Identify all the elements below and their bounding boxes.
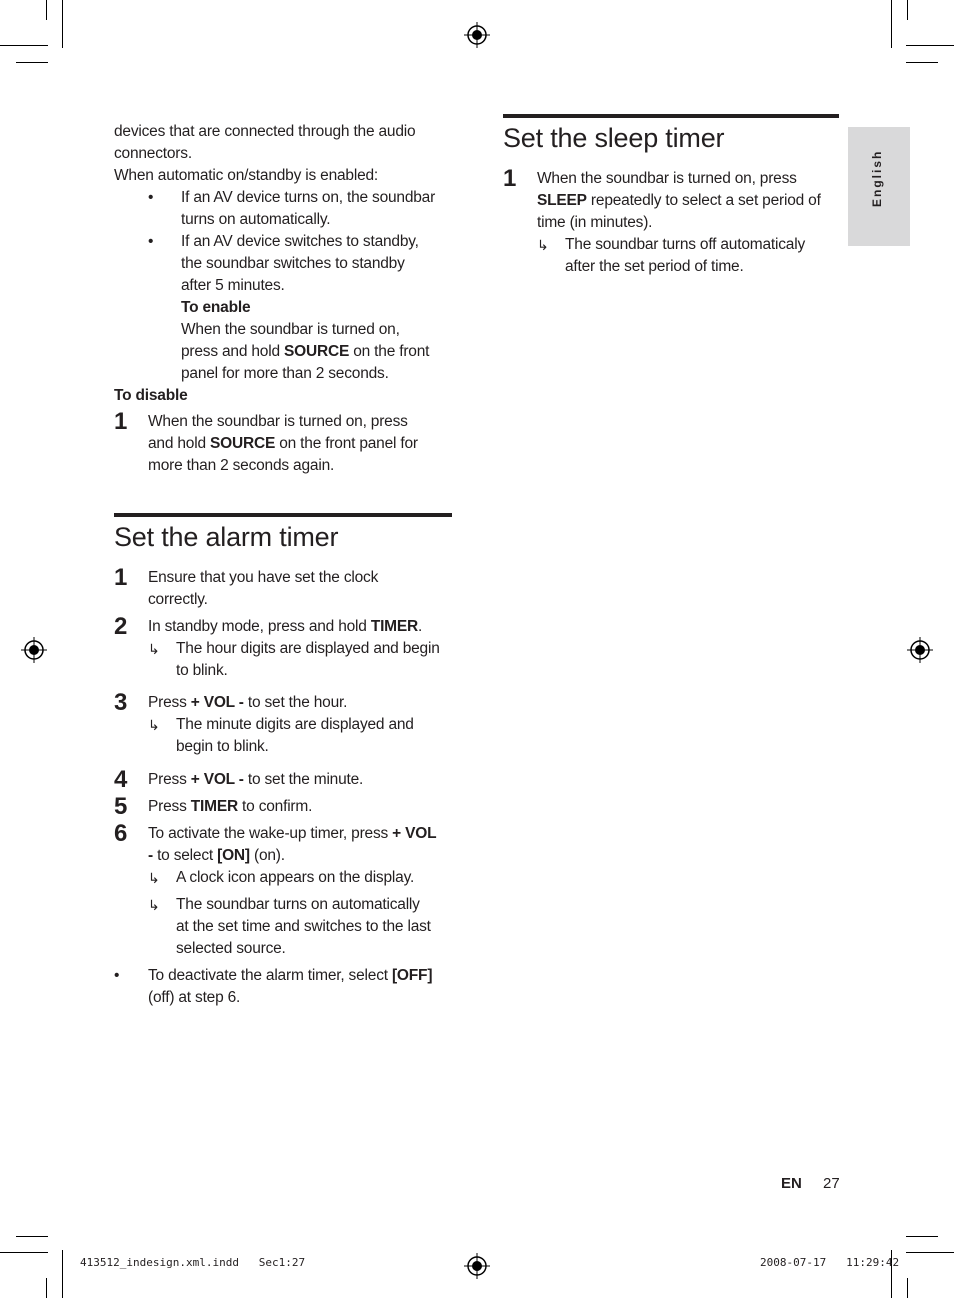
registration-mark-icon <box>907 637 933 663</box>
step-item: 3 Press + VOL - to set the hour. <box>114 689 348 716</box>
result-item: ↳ The minute digits are displayed and begin to blink. <box>148 716 414 755</box>
section-title: Set the alarm timer <box>114 522 339 552</box>
step-item: 1 When the soundbar is turned on, press SLEEP repeatedly to select a set period of time (in minutes). <box>503 165 821 231</box>
crop-mark <box>46 1278 47 1298</box>
step-number: 6 <box>114 820 128 847</box>
registration-mark-icon <box>464 1253 490 1279</box>
result-item: ↳ The soundbar turns on automatically at the set time and switches to the last selected source. <box>148 896 431 957</box>
crop-mark <box>0 45 48 46</box>
crop-mark <box>62 0 63 48</box>
crop-mark <box>906 1252 954 1253</box>
bullet-icon: • <box>148 233 154 250</box>
step-item: 4 Press + VOL - to set the minute. <box>114 766 364 793</box>
intro-text: When automatic on/standby is enabled: <box>114 167 379 184</box>
step-number: 1 <box>503 165 517 192</box>
right-column <box>503 114 839 278</box>
disable-heading: To disable <box>114 387 188 404</box>
result-arrow-icon: ↳ <box>148 717 160 733</box>
step-item: 5 Press TIMER to confirm. <box>114 793 313 820</box>
crop-mark <box>62 1250 63 1298</box>
step-item: 6 To activate the wake-up timer, press + VOL - to select [ON] (on). <box>114 820 437 864</box>
crop-mark <box>906 1236 938 1237</box>
slug-timestamp: 2008-07-17 11:29:42 <box>760 1256 900 1269</box>
bullet-icon: • <box>114 967 120 984</box>
intro-text: devices that are connected through the audio <box>114 123 416 140</box>
crop-mark <box>16 1236 48 1237</box>
step-number: 5 <box>114 793 128 820</box>
step-number: 4 <box>114 766 128 793</box>
step-number: 3 <box>114 689 128 716</box>
result-item: ↳ The soundbar turns off automaticaly after the set period of time. <box>537 236 805 275</box>
enable-heading: To enable <box>181 299 251 316</box>
list-item: • If an AV device turns on, the soundbar turns on automatically. <box>148 189 436 228</box>
footer-language: EN <box>781 1175 802 1192</box>
crop-mark <box>907 1278 908 1298</box>
intro-text: connectors. <box>114 145 192 162</box>
bullet-icon: • <box>148 189 154 206</box>
step-number: 1 <box>114 564 128 591</box>
list-item: • To deactivate the alarm timer, select [OFF] (off) at step 6. <box>114 967 433 1006</box>
crop-mark <box>891 0 892 48</box>
registration-mark-icon <box>464 22 490 48</box>
step-number: 2 <box>114 613 128 640</box>
result-item: ↳ The hour digits are displayed and begin to blink. <box>148 640 440 679</box>
slug-file-info: 413512_indesign.xml.indd Sec1:27 <box>80 1256 306 1269</box>
crop-mark <box>906 62 938 63</box>
registration-mark-icon <box>21 637 47 663</box>
page-number: 27 <box>823 1175 840 1192</box>
crop-mark <box>16 62 48 63</box>
step-item: 1 When the soundbar is turned on, press and hold SOURCE on the front panel for more than 2 seconds again. <box>114 408 418 474</box>
section-title: Set the sleep timer <box>503 123 725 153</box>
step-item: 2 In standby mode, press and hold TIMER. <box>114 613 423 640</box>
left-column <box>114 121 452 1009</box>
crop-mark <box>46 0 47 20</box>
section-rule <box>503 114 839 118</box>
result-arrow-icon: ↳ <box>148 641 160 657</box>
crop-mark <box>907 0 908 20</box>
result-arrow-icon: ↳ <box>537 237 549 253</box>
result-item: ↳ A clock icon appears on the display. <box>114 867 452 889</box>
crop-mark <box>0 1252 48 1253</box>
step-item: 1 Ensure that you have set the clock correctly. <box>114 564 379 608</box>
result-arrow-icon: ↳ <box>148 897 160 913</box>
language-tab-label: English <box>870 149 884 207</box>
section-rule <box>114 513 452 517</box>
step-number: 1 <box>114 408 128 435</box>
language-tab <box>848 127 910 246</box>
crop-mark <box>906 45 954 46</box>
enable-block: To enable When the soundbar is turned on, press and hold SOURCE on the front panel for more than 2 seconds. <box>114 297 452 385</box>
list-item: • If an AV device switches to standby, the soundbar switches to standby after 5 minutes. <box>148 233 419 294</box>
result-arrow-icon: ↳ <box>148 870 160 886</box>
